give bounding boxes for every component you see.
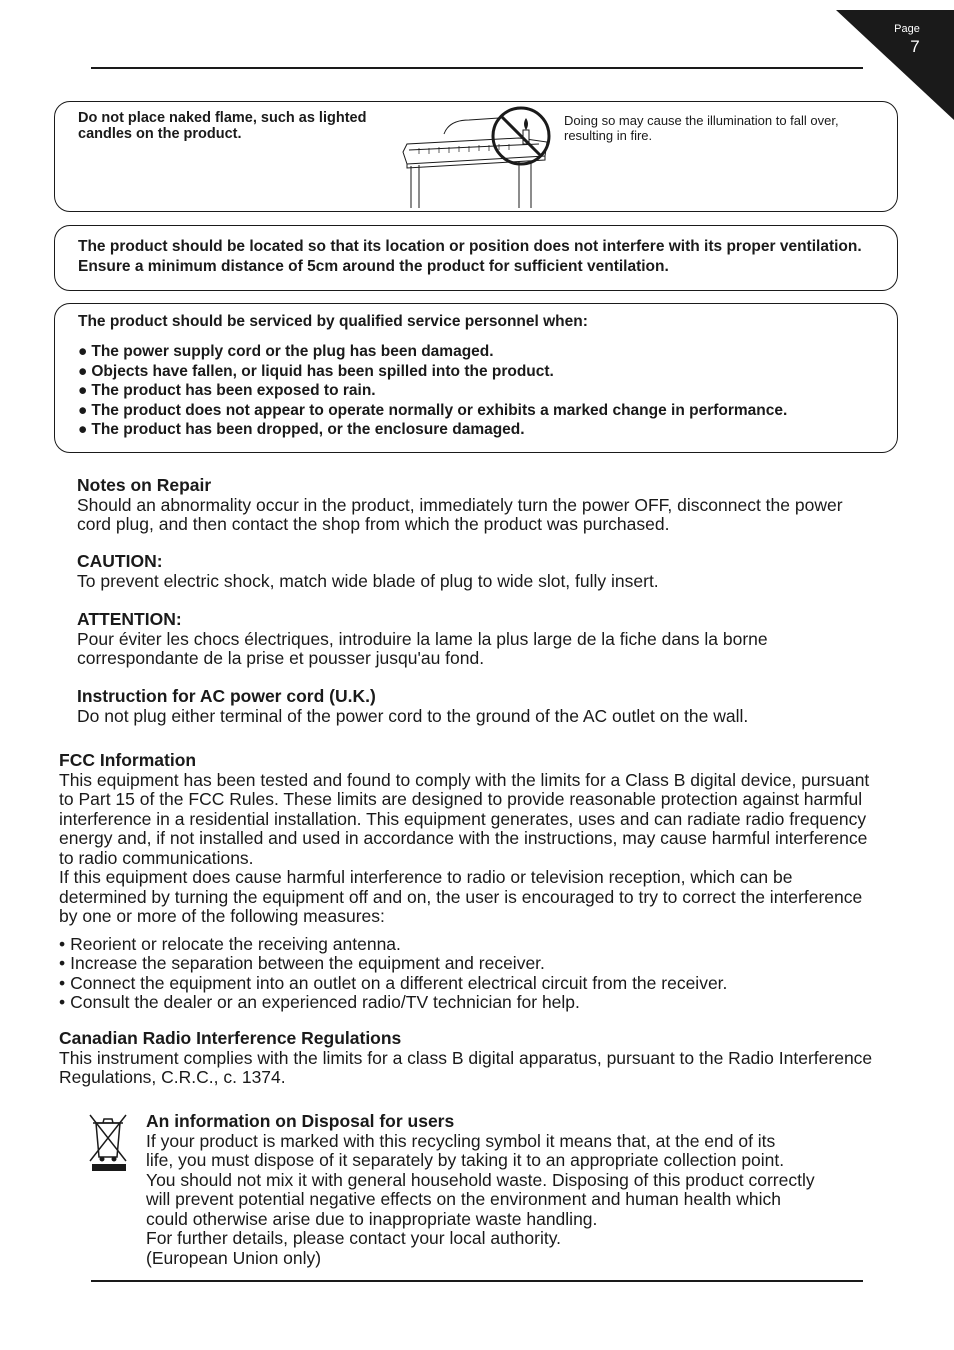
caution-section (77, 552, 877, 591)
caution-body: To prevent electric shock, match wide blade of plug to wide slot, fully insert. (77, 570, 659, 591)
caution-heading: CAUTION: (77, 551, 163, 571)
disposal-line: will prevent potential negative effects on the environment and human health which (146, 1189, 781, 1209)
ac-cord-section (77, 687, 877, 726)
crossed-bin-recycling-icon (88, 1113, 128, 1173)
bottom-rule (91, 1280, 863, 1282)
fcc-section (59, 751, 879, 1013)
service-box (54, 303, 898, 453)
canadian-body: This instrument complies with the limits for a class B digital apparatus, pursuant to the Radio Interference Regulations, C.R.C., c. 1374. (59, 1047, 873, 1087)
fcc-body-1: This equipment has been tested and found to comply with the limits for a Class B digital device, pursuant to Part 15 of the FCC Rules. These limits are designed to provide reasonable protection against harmful interference in a residential installation. This equipment generates, uses and can radiate radio frequency energy and, if not installed and used in accordance with the instructions, may cause harmful interference to radio communications. (59, 769, 870, 868)
flame-warning-note: Doing so may cause the illumination to fall over, resulting in fire. (564, 113, 839, 143)
repair-body: Should an abnormality occur in the product, immediately turn the power OFF, disconnect the power cord plug, and then contact the shop from which the product was purchased. (77, 494, 843, 534)
list-item: • Connect the equipment into an outlet on a different electrical circuit from the receiver. (59, 974, 879, 994)
disposal-line: For further details, please contact your local authority. (146, 1228, 562, 1248)
flame-warning-text: Do not place naked flame, such as lighted candles on the product. (78, 110, 367, 142)
repair-heading: Notes on Repair (77, 475, 212, 495)
canadian-section (59, 1029, 879, 1088)
page-number: 7 (910, 37, 920, 56)
fcc-body-2: If this equipment does cause harmful interference to radio or television reception, which can be determined by turning the equipment off and on, the user is encouraged to try to correct the interference by one or more of the following measures: (59, 867, 863, 926)
list-item: • Reorient or relocate the receiving antenna. (59, 935, 879, 955)
service-title: The product should be serviced by qualified service personnel when: (78, 313, 588, 330)
ac-cord-body: Do not plug either terminal of the power cord to the ground of the AC outlet on the wall. (77, 705, 749, 726)
repair-section (77, 476, 877, 535)
disposal-heading: An information on Disposal for users (146, 1111, 455, 1131)
top-rule (91, 67, 863, 69)
page-label: Page (894, 23, 920, 35)
attention-section (77, 610, 877, 669)
fcc-measures-list (59, 935, 879, 1013)
list-item: ● The power supply cord or the plug has been damaged. (78, 342, 787, 362)
disposal-section (146, 1112, 906, 1268)
attention-heading: ATTENTION: (77, 609, 182, 629)
disposal-line: (European Union only) (146, 1247, 322, 1268)
disposal-line: could otherwise arise due to inappropriate waste handling. (146, 1208, 598, 1229)
disposal-line: life, you must dispose of it separately by taking it to an appropriate collection point. (146, 1150, 785, 1170)
list-item: • Increase the separation between the equipment and receiver. (59, 954, 879, 974)
canadian-heading: Canadian Radio Interference Regulations (59, 1028, 402, 1048)
list-item: ● The product has been dropped, or the enclosure damaged. (78, 420, 787, 440)
ventilation-box (54, 225, 898, 291)
list-item: ● The product has been exposed to rain. (78, 381, 787, 401)
ventilation-text: The product should be located so that its location or position does not interfere with its proper ventilation. Ensure a minimum distance of 5cm around the product for sufficient ventilation. (78, 238, 862, 275)
attention-body: Pour éviter les chocs électriques, introduire la lame la plus large de la fiche dans la borne correspondante de la prise et pousser jusqu'au fond. (77, 628, 768, 668)
piano-no-candle-illustration (399, 104, 559, 210)
service-list (78, 342, 787, 440)
list-item: ● Objects have fallen, or liquid has been spilled into the product. (78, 362, 787, 382)
disposal-line: If your product is marked with this recycling symbol it means that, at the end of its (146, 1130, 776, 1151)
fcc-heading: FCC Information (59, 750, 197, 770)
disposal-line: You should not mix it with general household waste. Disposing of this product correctly (146, 1169, 815, 1190)
list-item: ● The product does not appear to operate normally or exhibits a marked change in performance. (78, 401, 787, 421)
list-item: • Consult the dealer or an experienced radio/TV technician for help. (59, 993, 879, 1013)
flame-warning-box (54, 101, 898, 212)
ac-cord-heading: Instruction for AC power cord (U.K.) (77, 686, 376, 706)
